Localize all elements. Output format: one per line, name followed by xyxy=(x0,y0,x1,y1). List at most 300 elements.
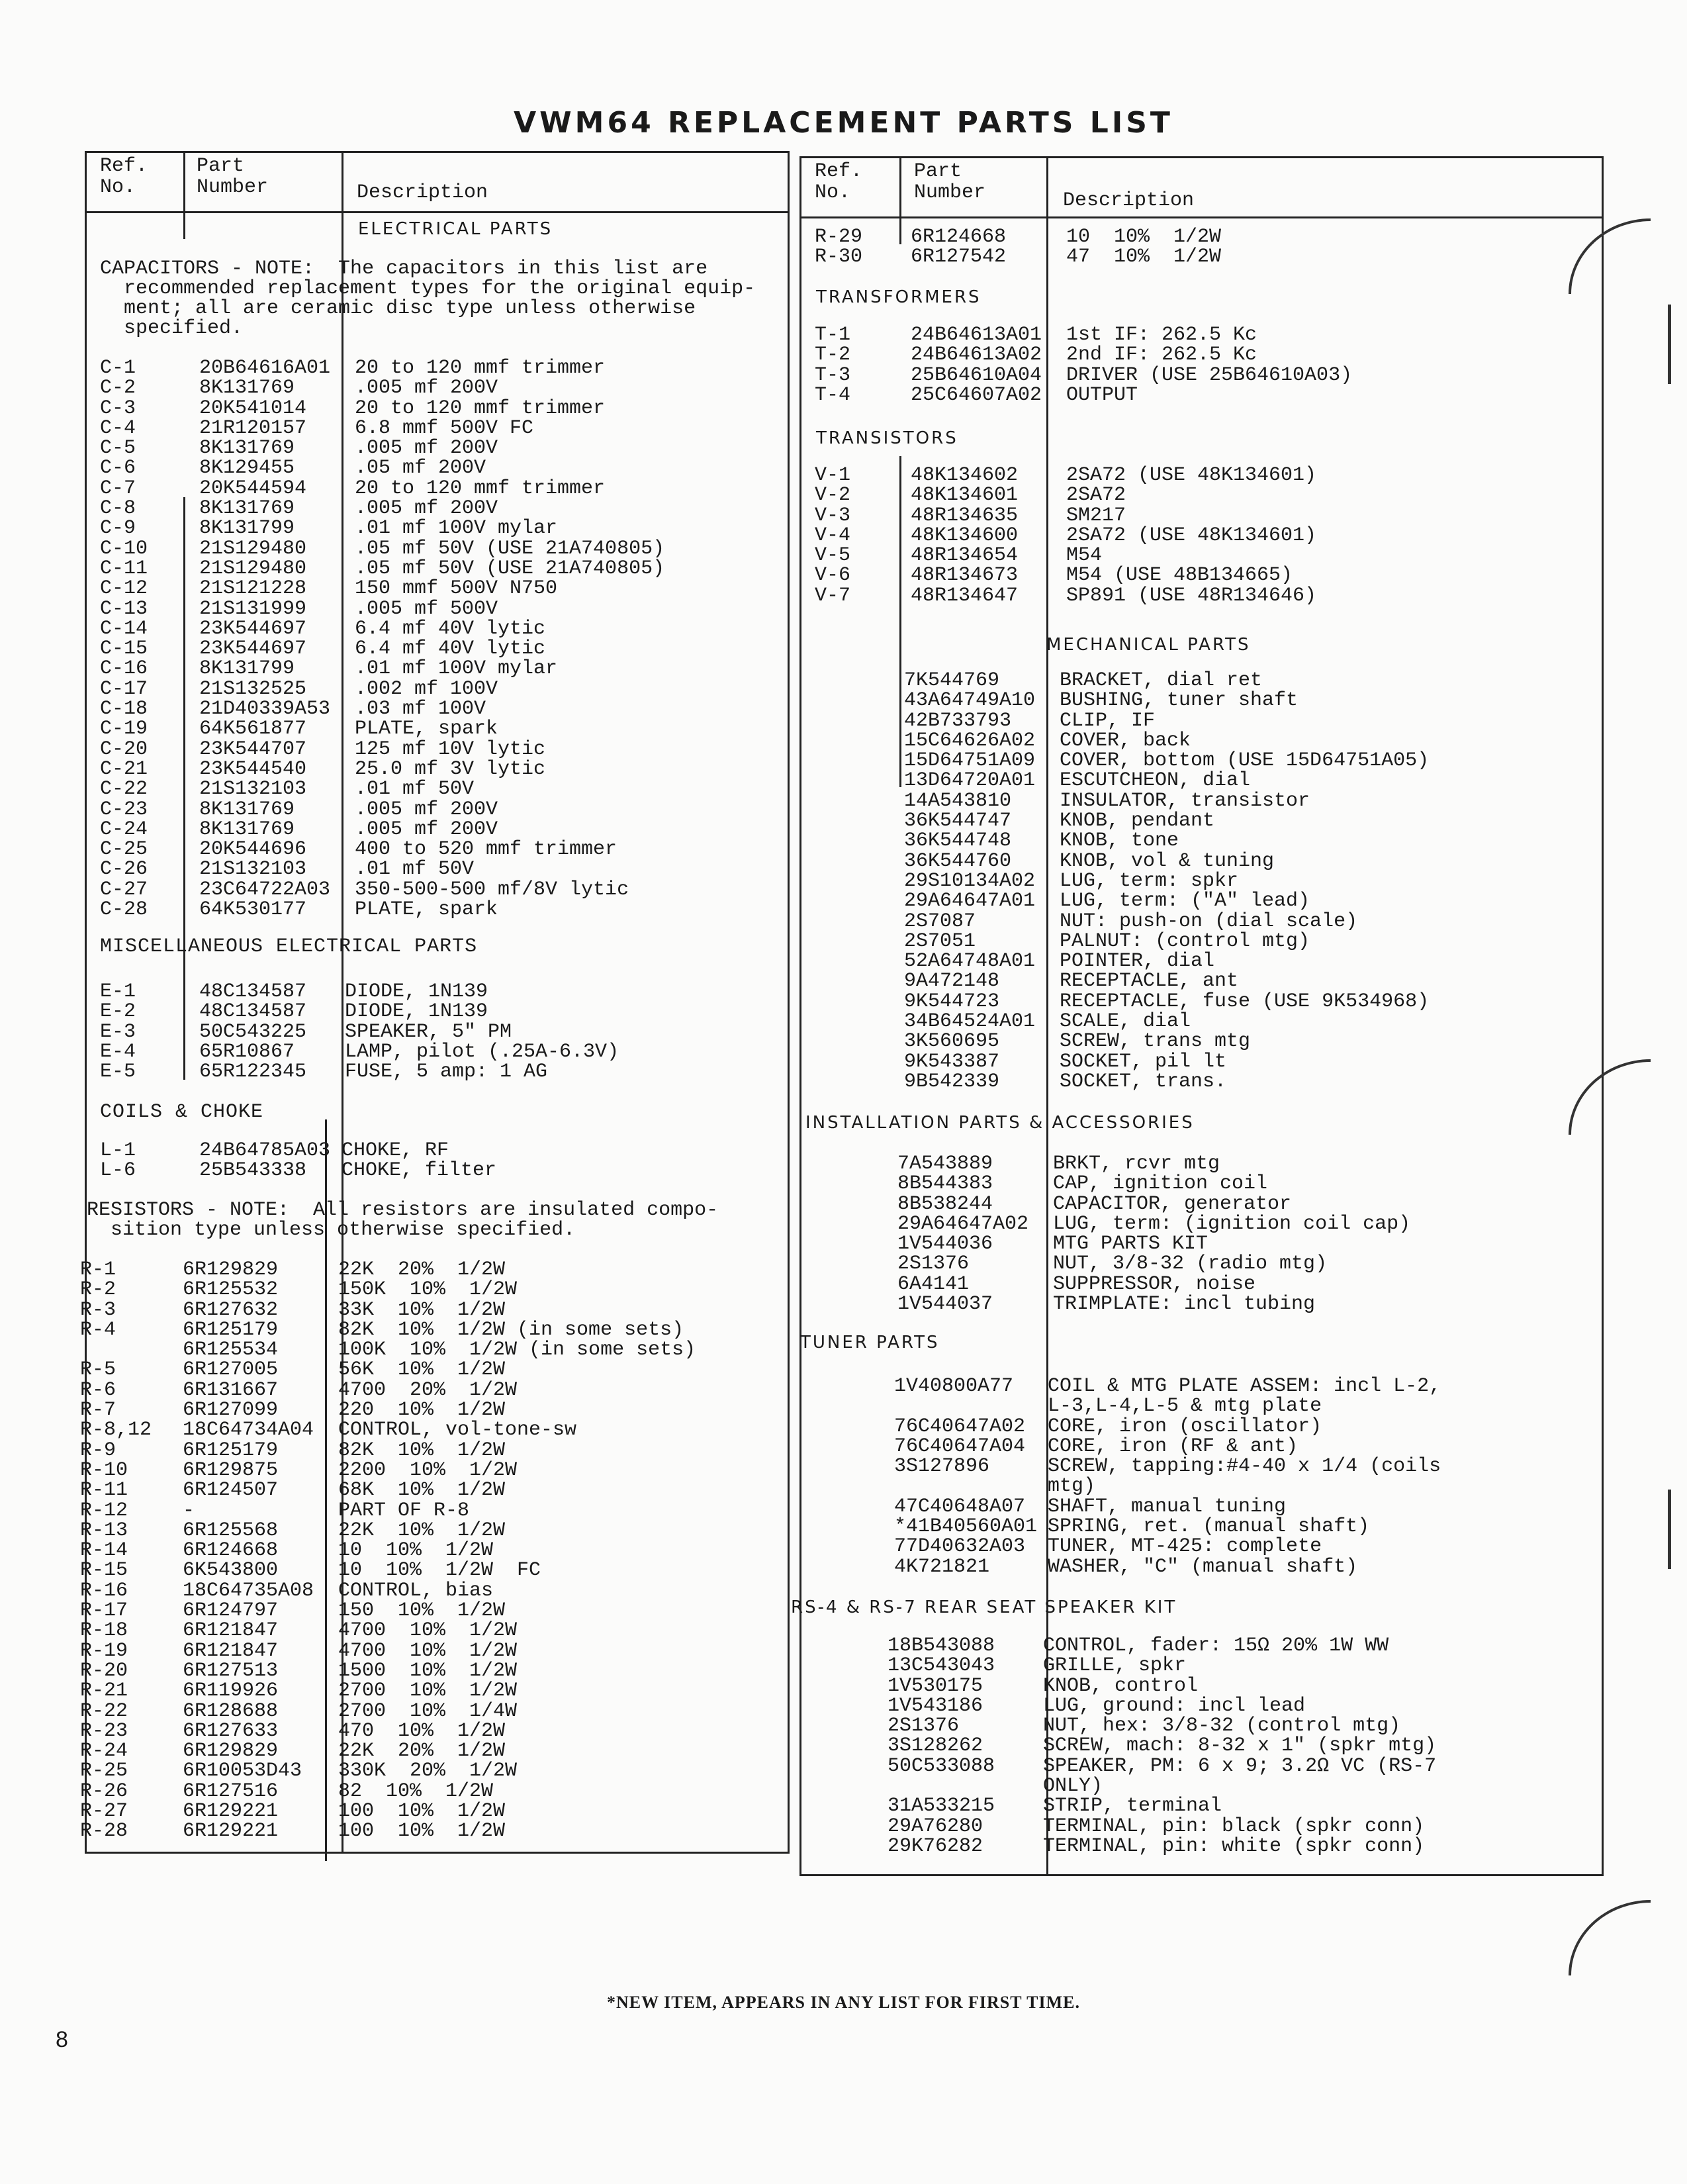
part-row xyxy=(801,1214,1602,1234)
transformers-list xyxy=(801,325,1602,405)
part-row xyxy=(801,1696,1602,1716)
ref-no: R-19 xyxy=(80,1639,128,1662)
part-row xyxy=(801,1676,1602,1696)
part-number: 31A533215 xyxy=(888,1795,995,1818)
part-row xyxy=(80,1559,788,1582)
header-description-right: Description xyxy=(1063,189,1195,212)
rs-kit-heading: RS-4 & RS-7 REAR SEAT SPEAKER KIT xyxy=(791,1597,1177,1617)
ref-no: C-20 xyxy=(100,737,148,761)
description: PLATE, spark xyxy=(355,718,498,741)
description: 25.0 mf 3V lytic xyxy=(355,757,546,781)
part-row xyxy=(801,811,1602,831)
part-number: 50C533088 xyxy=(888,1754,995,1778)
description: BRKT, rcvr mtg xyxy=(1053,1153,1220,1175)
part-row xyxy=(80,1458,788,1482)
part-row xyxy=(801,1072,1602,1092)
resistors-list xyxy=(80,1258,788,1843)
part-number: 6R129829 xyxy=(183,1740,279,1763)
part-row xyxy=(87,399,788,418)
part-row xyxy=(801,1154,1602,1174)
description: 10 10% 1/2W xyxy=(1066,226,1222,248)
part-number: 48C134587 xyxy=(199,980,307,1003)
part-row xyxy=(80,1278,788,1302)
part-number: 6R121847 xyxy=(183,1639,279,1662)
part-row xyxy=(87,1042,788,1062)
ref-no: R-2 xyxy=(80,1278,116,1302)
description: M54 (USE 48B134665) xyxy=(1066,564,1293,587)
ref-no: E-1 xyxy=(100,980,136,1003)
description: RECEPTACLE, ant xyxy=(1060,970,1239,993)
part-row xyxy=(801,851,1602,871)
ref-no: R-10 xyxy=(80,1458,128,1482)
description: SCREW, mach: 8-32 x 1" (spkr mtg) xyxy=(1043,1734,1437,1758)
ref-no: C-2 xyxy=(100,377,136,400)
part-row xyxy=(801,751,1602,771)
ref-no: L-1 xyxy=(100,1139,136,1162)
ref-no: T-2 xyxy=(815,344,851,367)
description: 20 to 120 mmf trimmer xyxy=(355,397,606,420)
description: SPEAKER, PM: 6 x 9; 3.2Ω VC (RS-7 xyxy=(1043,1754,1437,1778)
part-row xyxy=(87,699,788,719)
description: 2700 10% 1/4W xyxy=(338,1699,518,1723)
ref-no: V-5 xyxy=(815,544,851,567)
part-row xyxy=(801,1817,1602,1836)
description: GRILLE, spkr xyxy=(1043,1654,1187,1678)
part-row xyxy=(87,1022,788,1042)
description: 150 10% 1/2W xyxy=(338,1599,506,1623)
part-row xyxy=(87,839,788,859)
part-row xyxy=(801,690,1602,710)
part-number: 64K561877 xyxy=(199,718,307,741)
mechanical-parts-heading: MECHANICAL PARTS xyxy=(1046,635,1251,655)
ref-no: C-18 xyxy=(100,698,148,721)
part-row xyxy=(80,1419,788,1442)
description: .005 mf 200V xyxy=(355,497,498,520)
part-row xyxy=(801,1234,1602,1254)
part-number: 8K129455 xyxy=(199,457,295,480)
part-number: 8B544383 xyxy=(897,1172,993,1196)
header-description: Description xyxy=(357,181,488,204)
part-row xyxy=(801,325,1602,345)
description: 350-500-500 mf/8V lytic xyxy=(355,878,629,901)
ref-no: R-4 xyxy=(80,1318,116,1341)
part-row xyxy=(801,365,1602,385)
ref-no: R-22 xyxy=(80,1699,128,1723)
part-row xyxy=(801,1476,1602,1496)
ref-no: V-1 xyxy=(815,464,851,487)
ref-no: C-12 xyxy=(100,577,148,600)
part-row xyxy=(87,358,788,378)
ref-no: C-3 xyxy=(100,397,136,420)
part-row xyxy=(87,499,788,518)
part-number: 77D40632A03 xyxy=(894,1535,1026,1558)
ref-no: R-28 xyxy=(80,1820,128,1843)
part-row xyxy=(801,1736,1602,1756)
mechanical-list xyxy=(801,671,1602,1092)
description: L-3,L-4,L-5 & mtg plate xyxy=(1048,1395,1322,1418)
part-number: 6R125534 xyxy=(183,1339,279,1362)
part-row xyxy=(80,1639,788,1662)
part-number: 2S1376 xyxy=(897,1253,970,1276)
description: COVER, back xyxy=(1060,729,1191,752)
description: SM217 xyxy=(1066,504,1126,527)
part-row xyxy=(801,1497,1602,1517)
part-row xyxy=(87,559,788,579)
part-row xyxy=(801,485,1602,505)
ref-no: R-20 xyxy=(80,1659,128,1682)
part-row xyxy=(801,1836,1602,1856)
description: NUT, 3/8-32 (radio mtg) xyxy=(1053,1253,1328,1276)
description: 22K 20% 1/2W xyxy=(338,1258,506,1281)
description: NUT: push-on (dial scale) xyxy=(1060,910,1358,933)
ref-no: R-13 xyxy=(80,1519,128,1542)
misc-electrical-heading: MISCELLANEOUS ELECTRICAL PARTS xyxy=(100,935,478,958)
part-row xyxy=(80,1719,788,1742)
description: SCREW, tapping:#4-40 x 1/4 (coils xyxy=(1048,1455,1441,1478)
part-number: 25B543338 xyxy=(199,1159,307,1182)
description: 400 to 520 mmf trimmer xyxy=(355,838,617,861)
description: M54 xyxy=(1066,544,1103,567)
part-row xyxy=(87,1340,788,1360)
description: 2SA72 xyxy=(1066,484,1126,507)
description: 68K 10% 1/2W xyxy=(338,1479,506,1502)
part-row xyxy=(801,1716,1602,1736)
part-number: 48K134602 xyxy=(911,464,1019,487)
part-row xyxy=(801,1031,1602,1051)
description: WASHER, "C" (manual shaft) xyxy=(1048,1555,1358,1578)
part-row xyxy=(87,719,788,739)
part-row xyxy=(801,1174,1602,1194)
part-number: 29A64647A02 xyxy=(897,1212,1029,1235)
part-number: 21S121228 xyxy=(199,577,307,600)
part-row xyxy=(801,1376,1602,1396)
part-row xyxy=(801,951,1602,971)
ref-no: R-23 xyxy=(80,1719,128,1742)
part-number: 25B64610A04 xyxy=(911,363,1042,387)
description: OUTPUT xyxy=(1066,383,1138,406)
description: 4700 20% 1/2W xyxy=(338,1378,518,1401)
part-number: 6R129221 xyxy=(183,1800,279,1823)
part-number: 15D64751A09 xyxy=(904,749,1036,773)
part-number: 48R134654 xyxy=(911,544,1019,567)
part-number: 6R124797 xyxy=(183,1599,279,1623)
ref-no: E-2 xyxy=(100,1000,136,1023)
part-number: 18B543088 xyxy=(888,1635,995,1657)
description: .01 mf 100V mylar xyxy=(355,657,558,681)
part-row xyxy=(80,1539,788,1562)
part-number: 8K131769 xyxy=(199,377,295,400)
part-row xyxy=(87,1141,788,1161)
ref-no: R-25 xyxy=(80,1760,128,1783)
ref-no: C-16 xyxy=(100,657,148,681)
part-row xyxy=(87,479,788,499)
description: CORE, iron (RF & ant) xyxy=(1048,1435,1299,1458)
description: CORE, iron (oscillator) xyxy=(1048,1415,1322,1438)
header-ref-right: Ref. No. xyxy=(815,160,863,204)
part-row xyxy=(801,771,1602,790)
description: 150K 10% 1/2W xyxy=(338,1278,518,1302)
part-number: 3K560695 xyxy=(904,1030,1000,1053)
part-number: 36K544747 xyxy=(904,810,1012,833)
part-number: 9K543387 xyxy=(904,1050,1000,1073)
description: 82 10% 1/2W xyxy=(338,1780,494,1803)
description: CONTROL, fader: 15Ω 20% 1W WW xyxy=(1043,1635,1389,1657)
part-row xyxy=(80,1358,788,1382)
ref-no: R-18 xyxy=(80,1619,128,1642)
ref-no: C-10 xyxy=(100,537,148,560)
ref-no: C-15 xyxy=(100,638,148,661)
ref-no: C-27 xyxy=(100,878,148,901)
part-number: 2S1376 xyxy=(888,1715,960,1738)
part-row xyxy=(80,1619,788,1642)
description: ESCUTCHEON, dial xyxy=(1060,769,1251,792)
part-row xyxy=(80,1579,788,1602)
page-edge-mark xyxy=(1668,1490,1671,1569)
part-row xyxy=(87,418,788,438)
description: LUG, term: ("A" lead) xyxy=(1060,890,1310,913)
part-number: 13C543043 xyxy=(888,1654,995,1678)
description: KNOB, pendant xyxy=(1060,810,1215,833)
part-row xyxy=(801,891,1602,911)
description: PALNUT: (control mtg) xyxy=(1060,929,1310,953)
part-number: 24B64785A03 xyxy=(199,1139,331,1162)
part-number: - xyxy=(183,1499,195,1522)
description: 1st IF: 262.5 Kc xyxy=(1066,324,1257,346)
ref-no: R-9 xyxy=(80,1439,116,1462)
part-number: 8B538244 xyxy=(897,1192,993,1215)
part-row xyxy=(801,1194,1602,1214)
part-number: 29S10134A02 xyxy=(904,869,1036,892)
description: .03 mf 100V xyxy=(355,698,486,721)
part-number: 6R125532 xyxy=(183,1278,279,1302)
part-number: 25C64607A02 xyxy=(911,383,1042,406)
part-number: 24B64613A01 xyxy=(911,324,1042,346)
description: DRIVER (USE 25B64610A03) xyxy=(1066,363,1353,387)
description: 125 mf 10V lytic xyxy=(355,737,546,761)
part-number: 6R129829 xyxy=(183,1258,279,1281)
description: 47 10% 1/2W xyxy=(1066,246,1222,269)
part-number: 6R128688 xyxy=(183,1699,279,1723)
description: SPRING, ret. (manual shaft) xyxy=(1048,1515,1370,1539)
part-row xyxy=(801,711,1602,731)
capacitors-note: CAPACITORS - NOTE: The capacitors in this list are recommended replacement types for the original equip- ment; all are ceramic disc type unless otherwise specified. xyxy=(100,258,756,340)
description: RECEPTACLE, fuse (USE 9K534968) xyxy=(1060,990,1430,1013)
part-row xyxy=(801,465,1602,485)
part-row xyxy=(801,1417,1602,1437)
installation-list xyxy=(801,1154,1602,1314)
part-number: 6R127633 xyxy=(183,1719,279,1742)
part-number: 21S132103 xyxy=(199,778,307,801)
part-row xyxy=(801,227,1602,247)
part-number: 6R124507 xyxy=(183,1479,279,1502)
part-row xyxy=(80,1499,788,1522)
part-row xyxy=(801,506,1602,526)
part-number: 6R124668 xyxy=(911,226,1007,248)
misc-electrical-list xyxy=(87,982,788,1082)
part-row xyxy=(801,871,1602,891)
part-row xyxy=(801,565,1602,585)
description: 2SA72 (USE 48K134601) xyxy=(1066,524,1317,547)
description: KNOB, tone xyxy=(1060,830,1179,853)
description: 10 10% 1/2W FC xyxy=(338,1559,541,1582)
footer-note: *NEW ITEM, APPEARS IN ANY LIST FOR FIRST TIME. xyxy=(607,1993,1080,2012)
description: 2SA72 (USE 48K134601) xyxy=(1066,464,1317,487)
part-row xyxy=(87,859,788,879)
description: FUSE, 5 amp: 1 AG xyxy=(345,1061,548,1084)
part-number: 6R121847 xyxy=(183,1619,279,1642)
description: 6.4 mf 40V lytic xyxy=(355,638,546,661)
part-row xyxy=(80,1318,788,1341)
part-number: 1V40800A77 xyxy=(894,1375,1014,1398)
part-number: 20K544594 xyxy=(199,477,307,500)
part-row xyxy=(801,247,1602,267)
part-number: 21S131999 xyxy=(199,597,307,620)
description: .005 mf 200V xyxy=(355,437,498,460)
coils-list xyxy=(87,1141,788,1181)
part-row xyxy=(801,1274,1602,1294)
part-number: 50C543225 xyxy=(199,1020,307,1043)
part-number: 21S132103 xyxy=(199,858,307,881)
description: .002 mf 100V xyxy=(355,677,498,700)
part-number: 8K131769 xyxy=(199,437,295,460)
ref-no: C-25 xyxy=(100,838,148,861)
part-number: 6R129221 xyxy=(183,1820,279,1843)
description: 2200 10% 1/2W xyxy=(338,1458,518,1482)
description: .01 mf 50V xyxy=(355,778,475,801)
transformers-heading: TRANSFORMERS xyxy=(816,287,981,307)
ref-no: R-26 xyxy=(80,1780,128,1803)
ref-no: C-5 xyxy=(100,437,136,460)
description: CONTROL, bias xyxy=(338,1579,494,1602)
ref-no: R-3 xyxy=(80,1298,116,1321)
ref-no: R-29 xyxy=(815,226,863,248)
part-row xyxy=(801,1636,1602,1656)
part-row xyxy=(80,1599,788,1623)
part-row xyxy=(801,791,1602,811)
part-number: 21D40339A53 xyxy=(199,698,331,721)
part-row xyxy=(80,1760,788,1783)
part-row xyxy=(87,378,788,398)
part-number: 9B542339 xyxy=(904,1070,1000,1093)
description: 4700 10% 1/2W xyxy=(338,1639,518,1662)
ref-no: E-4 xyxy=(100,1040,136,1063)
part-row xyxy=(801,1294,1602,1314)
ref-no: R-8,12 xyxy=(80,1419,152,1442)
resistors-cont-list xyxy=(801,227,1602,267)
ref-no: C-11 xyxy=(100,557,148,580)
part-row xyxy=(87,599,788,619)
description: 100 10% 1/2W xyxy=(338,1800,506,1823)
description: NUT, hex: 3/8-32 (control mtg) xyxy=(1043,1715,1401,1738)
part-number: 20B64616A01 xyxy=(199,357,331,379)
description: DIODE, 1N139 xyxy=(345,980,488,1003)
part-number: 29A64647A01 xyxy=(904,890,1036,913)
description: SOCKET, trans. xyxy=(1060,1070,1227,1093)
description: POINTER, dial xyxy=(1060,950,1215,973)
part-number: 15C64626A02 xyxy=(904,729,1036,752)
part-row xyxy=(87,739,788,759)
part-number: 6R10053D43 xyxy=(183,1760,302,1783)
part-number: 8K131769 xyxy=(199,798,295,821)
part-row xyxy=(80,1740,788,1763)
part-number: 42B733793 xyxy=(904,709,1012,732)
part-number: 6R127632 xyxy=(183,1298,279,1321)
ref-no: R-12 xyxy=(80,1499,128,1522)
description: 150 mmf 500V N750 xyxy=(355,577,558,600)
description: .01 mf 50V xyxy=(355,858,475,881)
part-row xyxy=(801,1456,1602,1476)
part-row xyxy=(87,800,788,820)
description: 6.4 mf 40V lytic xyxy=(355,617,546,640)
description: SHAFT, manual tuning xyxy=(1048,1495,1287,1518)
part-number: 76C40647A02 xyxy=(894,1415,1026,1438)
part-row xyxy=(801,1254,1602,1274)
part-row xyxy=(801,1756,1602,1776)
part-row xyxy=(87,659,788,679)
part-number: 20K541014 xyxy=(199,397,307,420)
part-number: 1V544037 xyxy=(897,1293,993,1316)
part-row xyxy=(801,831,1602,851)
ref-no: C-14 xyxy=(100,617,148,640)
description: .005 mf 200V xyxy=(355,377,498,400)
description: STRIP, terminal xyxy=(1043,1795,1222,1818)
description: ONLY) xyxy=(1043,1775,1103,1798)
part-number: 23C64722A03 xyxy=(199,878,331,901)
part-row xyxy=(87,1062,788,1082)
left-parts-table xyxy=(80,151,790,1854)
ref-no: R-24 xyxy=(80,1740,128,1763)
ref-no: C-21 xyxy=(100,757,148,781)
description: 6.8 mmf 500V FC xyxy=(355,416,534,440)
description: TERMINAL, pin: black (spkr conn) xyxy=(1043,1815,1425,1838)
description: 10 10% 1/2W xyxy=(338,1539,494,1562)
ref-no: C-9 xyxy=(100,517,136,540)
part-number: 13D64720A01 xyxy=(904,769,1036,792)
part-row xyxy=(80,1780,788,1803)
part-number: 6R125179 xyxy=(183,1318,279,1341)
part-number: 24B64613A02 xyxy=(911,344,1042,367)
ref-no: R-17 xyxy=(80,1599,128,1623)
part-row xyxy=(87,579,788,598)
description: LUG, ground: incl lead xyxy=(1043,1694,1306,1717)
part-row xyxy=(801,1396,1602,1416)
part-row xyxy=(801,1012,1602,1031)
part-number: 48C134587 xyxy=(199,1000,307,1023)
part-number: *41B40560A01 xyxy=(894,1515,1038,1539)
part-row xyxy=(87,759,788,779)
part-row xyxy=(801,912,1602,931)
page-edge-mark xyxy=(1668,305,1671,384)
description: .005 mf 200V xyxy=(355,818,498,841)
description: INSULATOR, transistor xyxy=(1060,789,1310,812)
part-number: 18C64734A04 xyxy=(183,1419,314,1442)
part-row xyxy=(87,1161,788,1180)
part-row xyxy=(801,1052,1602,1072)
ref-no: V-3 xyxy=(815,504,851,527)
part-number: 48K134600 xyxy=(911,524,1019,547)
description: TRIMPLATE: incl tubing xyxy=(1053,1293,1316,1316)
description: SPEAKER, 5" PM xyxy=(345,1020,512,1043)
part-row xyxy=(80,1519,788,1542)
part-row xyxy=(801,1517,1602,1537)
part-number: 48R134635 xyxy=(911,504,1019,527)
part-number: 6R131667 xyxy=(183,1378,279,1401)
electrical-parts-heading: ELECTRICAL PARTS xyxy=(358,219,553,239)
ref-no: R-11 xyxy=(80,1479,128,1502)
description: 2nd IF: 262.5 Kc xyxy=(1066,344,1257,367)
part-number: 1V544036 xyxy=(897,1233,993,1256)
ref-no: T-3 xyxy=(815,363,851,387)
